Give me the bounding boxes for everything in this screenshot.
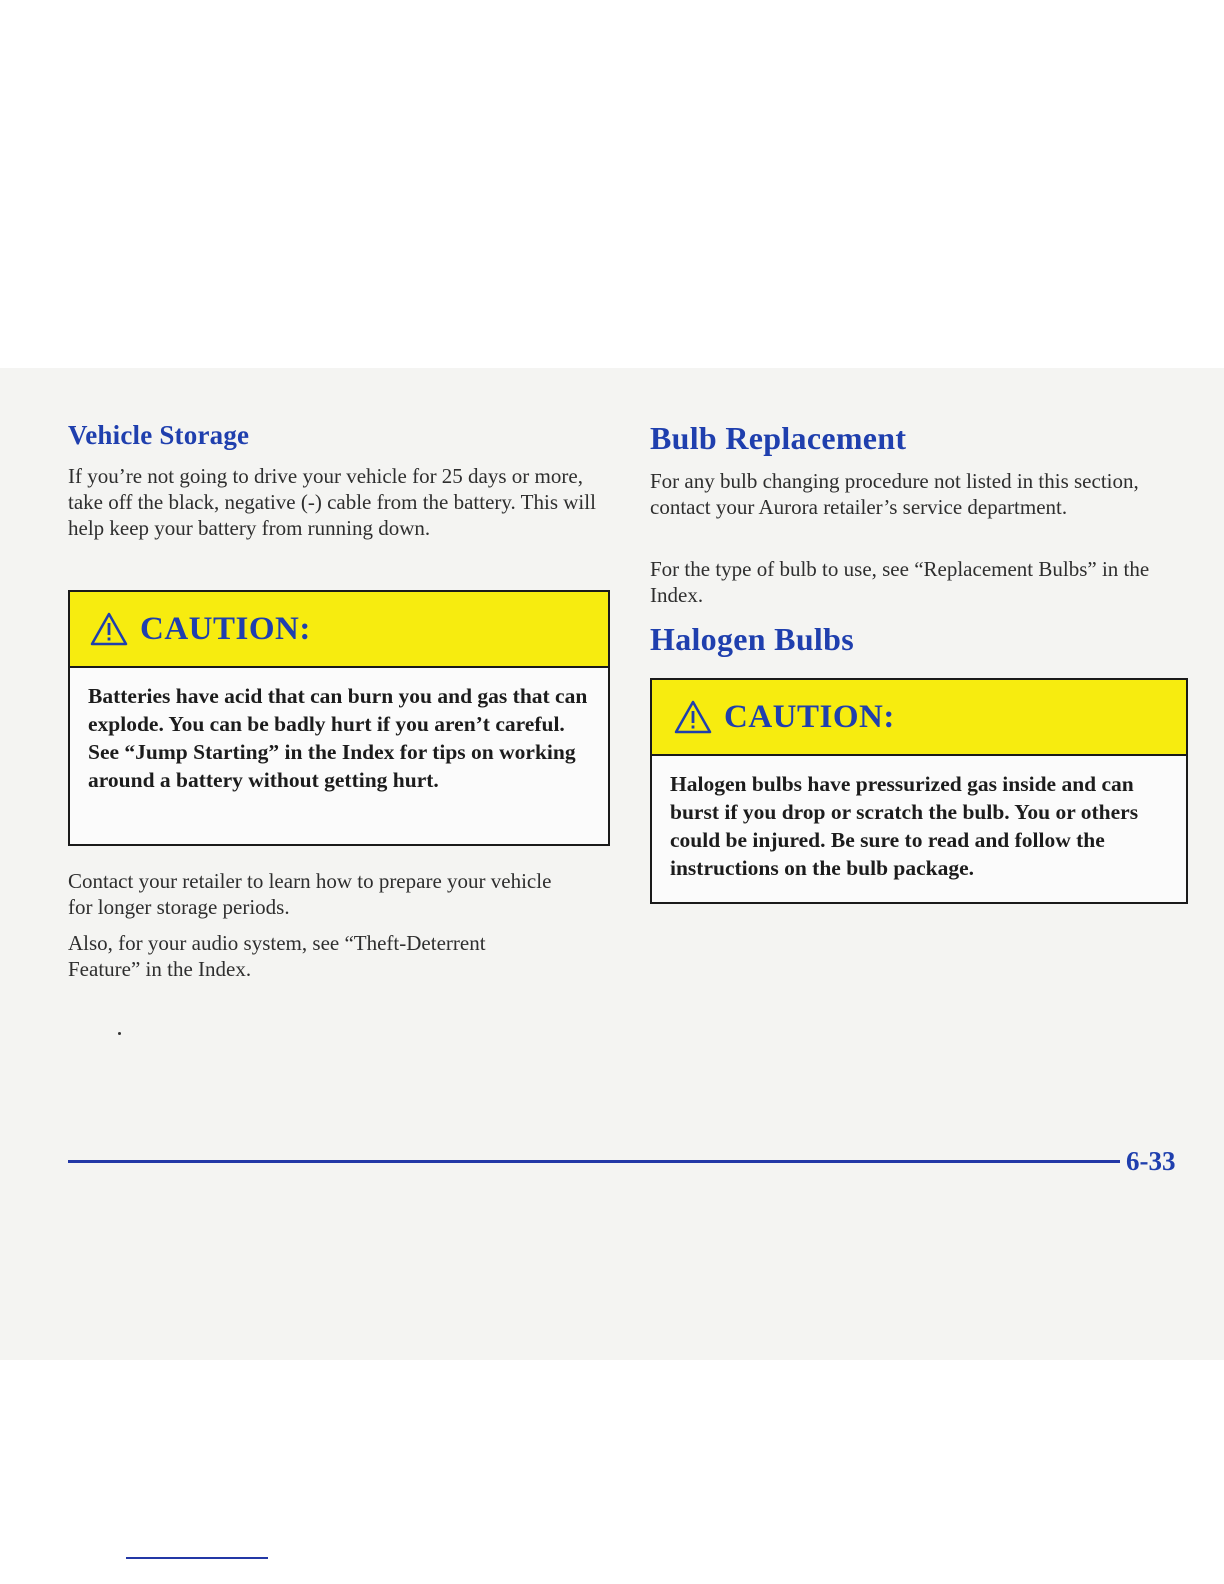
bulb-replacement-paragraph-2: For the type of bulb to use, see “Replacement Bulbs” in the Index. bbox=[650, 557, 1150, 607]
audio-system-paragraph: Also, for your audio system, see “Theft-Deterrent Feature” in the Index. bbox=[68, 931, 486, 981]
halogen-bulbs-heading: Halogen Bulbs bbox=[650, 621, 854, 657]
battery-caution-box bbox=[68, 590, 610, 846]
retailer-storage-paragraph: Contact your retailer to learn how to prepare your vehicle for longer storage periods. bbox=[68, 869, 552, 919]
bulb-replacement-heading: Bulb Replacement bbox=[650, 420, 907, 456]
footer-rule bbox=[68, 1160, 1120, 1163]
halogen-caution-text: Halogen bulbs have pressurized gas inside and can burst if you drop or scratch the bulb. You or others could be injured. Be sure to read and follow the instructions on the bulb package. bbox=[670, 772, 1139, 880]
battery-caution-header bbox=[70, 592, 608, 668]
page-number: 6-33 bbox=[1126, 1146, 1176, 1176]
vehicle-storage-paragraph: If you’re not going to drive your vehicle for 25 days or more, take off the black, negative (-) cable from the battery. This will help keep your battery from running down. bbox=[68, 464, 596, 540]
halogen-caution-box bbox=[650, 678, 1188, 904]
stray-dot bbox=[118, 1032, 121, 1035]
vehicle-storage-heading: Vehicle Storage bbox=[68, 420, 250, 450]
battery-caution-title: CAUTION: bbox=[140, 610, 311, 647]
halogen-caution-title: CAUTION: bbox=[724, 698, 895, 735]
warning-triangle-icon bbox=[90, 612, 128, 646]
bulb-replacement-paragraph-1: For any bulb changing procedure not listed in this section, contact your Aurora retailer’s service department. bbox=[650, 469, 1139, 519]
halogen-caution-header bbox=[652, 680, 1186, 756]
bottom-accent-line bbox=[126, 1557, 268, 1559]
battery-caution-text: Batteries have acid that can burn you and gas that can explode. You can be badly hurt if you aren’t careful. See “Jump Starting” in the Index for tips on working around a battery without getting hurt. bbox=[88, 684, 588, 792]
content-band bbox=[0, 368, 1224, 1360]
warning-triangle-icon bbox=[674, 700, 712, 734]
